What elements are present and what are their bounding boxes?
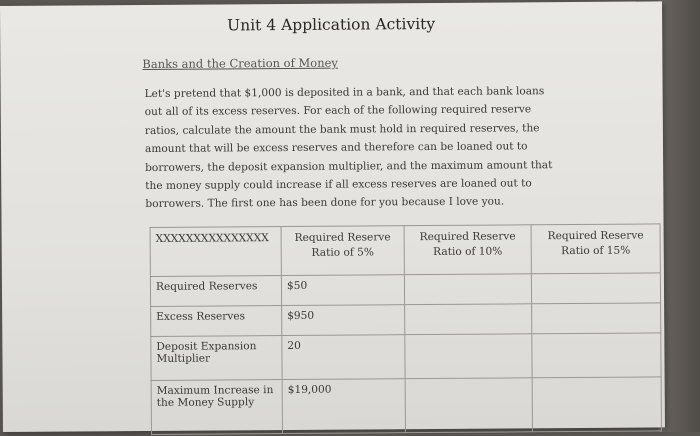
table-row xyxy=(151,333,661,381)
worksheet-page xyxy=(0,1,665,432)
header-10-percent: Required Reserve Ratio of 10% xyxy=(404,225,531,275)
header-15-percent: Required Reserve Ratio of 15% xyxy=(531,224,660,274)
corner-cell: XXXXXXXXXXXXXXX xyxy=(150,227,281,277)
row-label: Maximum Increase in the Money Supply xyxy=(151,380,282,435)
page-title: Unit 4 Application Activity xyxy=(227,14,436,35)
table-row xyxy=(151,303,661,337)
instructions-paragraph: Let's pretend that $1,000 is deposited in a bank, and that each bank loans out all of its excess reserves. For each of the following required reserve ratios, calculate the amount the bank must hold in required reserves, the amount that will be excess reserves and therefore can be loaned out to borrowers, the deposit expansion multiplier, and the maximum amount that the money supply could increase if all excess reserves are loaned out to borrowers. The first one has been done for you because I love you. xyxy=(144,85,553,211)
table-row xyxy=(150,273,660,307)
cell-value xyxy=(532,333,661,378)
header-5-percent: Required Reserve Ratio of 5% xyxy=(281,226,404,276)
cell-value xyxy=(405,378,532,433)
cell-value xyxy=(531,273,660,304)
section-subtitle: Banks and the Creation of Money xyxy=(142,55,338,72)
cell-value: $50 xyxy=(281,275,404,306)
cell-value xyxy=(405,304,532,335)
table-row xyxy=(151,377,661,435)
row-label: Deposit Expansion Multiplier xyxy=(151,336,282,381)
cell-value: $19,000 xyxy=(282,379,405,434)
cell-value xyxy=(405,334,532,379)
cell-value xyxy=(404,274,531,305)
row-label: Excess Reserves xyxy=(151,306,282,337)
row-label: Required Reserves xyxy=(150,276,281,307)
cell-value: 20 xyxy=(282,335,405,380)
cell-value xyxy=(532,303,661,334)
cell-value xyxy=(532,377,661,432)
cell-value: $950 xyxy=(282,305,405,336)
reserve-table xyxy=(150,223,662,435)
table-header-row xyxy=(150,224,660,277)
